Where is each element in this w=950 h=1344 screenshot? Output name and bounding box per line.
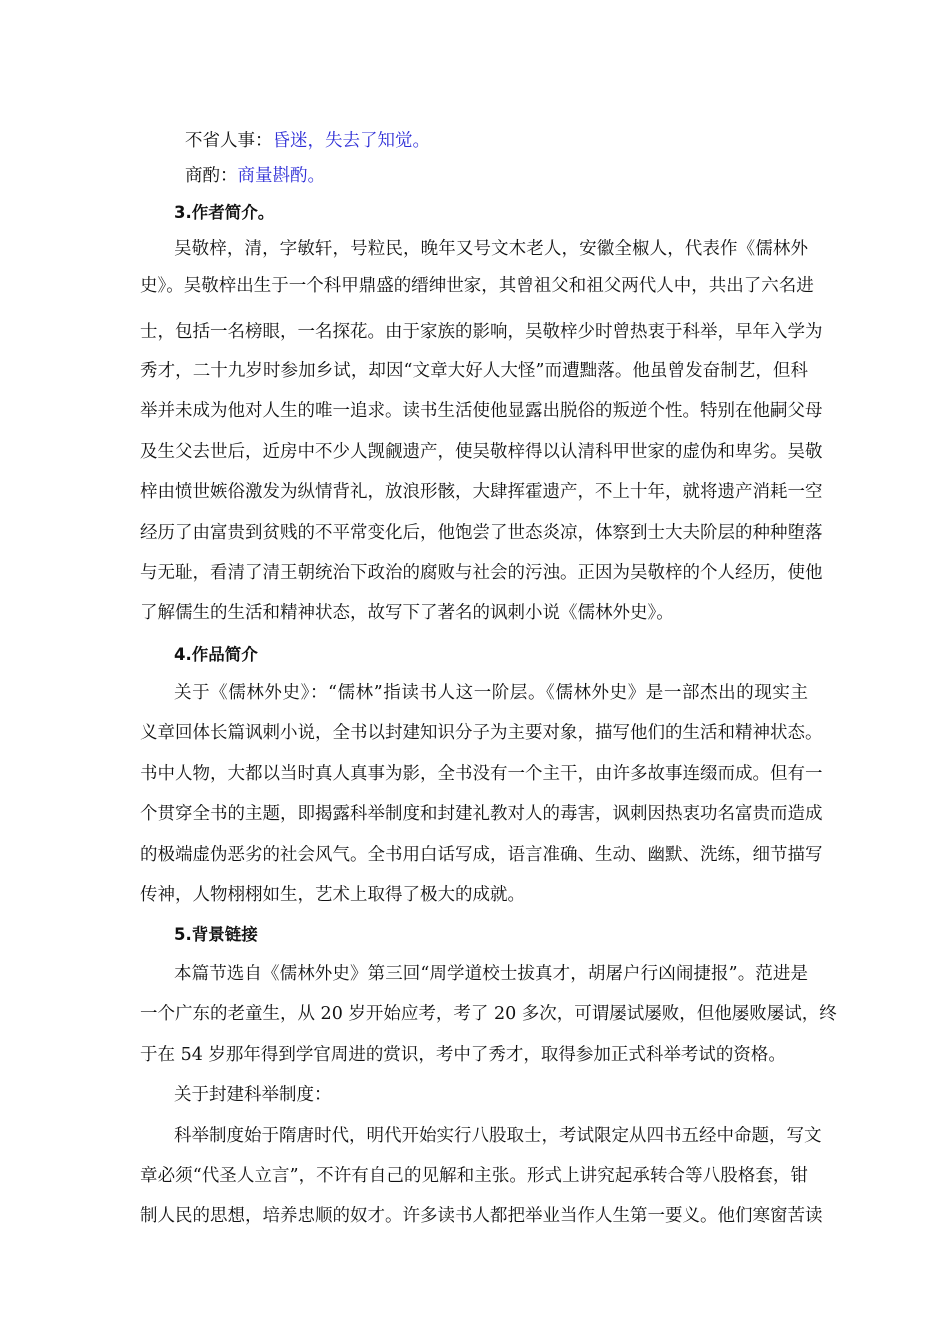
paragraph-line: 关于《儒林外史》：“儒林”指读书人这一阶层。《儒林外史》是一部杰出的现实主 (174, 683, 808, 703)
paragraph-line: 章必须“代圣人立言”，不许有自己的见解和主张。形式上讲究起承转合等八股格套，钳 (140, 1166, 808, 1186)
paragraph-line: 士，包括一名榜眼，一名探花。由于家族的影响，吴敬梓少时曾热衷于科举，早年入学为 (140, 322, 823, 342)
paragraph-line: 的极端虚伪恶劣的社会风气。全书用白话写成，语言准确、生动、幽默、洗练，细节描写 (140, 845, 823, 865)
paragraph-line: 吴敬梓，清，字敏轩，号粒民，晚年又号文木老人，安徽全椒人，代表作《儒林外 (174, 239, 808, 259)
paragraph-line: 传神，人物栩栩如生，艺术上取得了极大的成就。 (140, 885, 525, 905)
paragraph-line: 及生父去世后，近房中不少人觊觎遗产，使吴敬梓得以认清科甲世家的虚伪和卑劣。吴敬 (140, 442, 823, 462)
paragraph-line: 制人民的思想，培养忠顺的奴才。许多读书人都把举业当作人生第一要义。他们寒窗苦读 (140, 1206, 823, 1226)
paragraph-line: 书中人物，大都以当时真人真事为影，全书没有一个主干，由许多故事连缀而成。但有一 (140, 764, 823, 784)
term-entry (185, 127, 430, 152)
paragraph-line: 于在 54 岁那年得到学官周进的赏识，考中了秀才，取得参加正式科举考试的资格。 (140, 1045, 786, 1065)
paragraph-line: 梓由愤世嫉俗激发为纵情背礼，放浪形骸，大肆挥霍遗产，不上十年，就将遗产消耗一空 (140, 482, 823, 502)
section-heading-work: 4.作品简介 (174, 645, 258, 664)
term-definition: 商量斟酌。 (237, 166, 325, 186)
paragraph-line: 一个广东的老童生，从 20 岁开始应考，考了 20 多次，可谓屡试屡败，但他屡败屡试，终 (140, 1004, 837, 1024)
term-label: 商酌： (185, 166, 238, 186)
term-definition: 昏迷，失去了知觉。 (272, 131, 430, 151)
paragraph-line: 个贯穿全书的主题，即揭露科举制度和封建礼教对人的毒害，讽刺因热衷功名富贵而造成 (140, 804, 823, 824)
section-heading-author: 3.作者简介。 (174, 203, 275, 222)
paragraph-line: 经历了由富贵到贫贱的不平常变化后，他饱尝了世态炎凉，体察到士大夫阶层的种种堕落 (140, 523, 823, 543)
term-label: 不省人事： (185, 131, 273, 151)
paragraph-line: 秀才，二十九岁时参加乡试，却因“文章大好人大怪”而遭黜落。他虽曾发奋制艺，但科 (140, 361, 808, 381)
paragraph-line: 举并未成为他对人生的唯一追求。读书生活使他显露出脱俗的叛逆个性。特别在他嗣父母 (140, 401, 823, 421)
paragraph-line: 与无耻，看清了清王朝统治下政治的腐败与社会的污浊。正因为吴敬梓的个人经历，使他 (140, 563, 823, 583)
section-heading-background: 5.背景链接 (174, 925, 258, 944)
paragraph-line: 义章回体长篇讽刺小说，全书以封建知识分子为主要对象，描写他们的生活和精神状态。 (140, 723, 823, 743)
term-entry (185, 162, 325, 187)
paragraph-line: 史》。吴敬梓出生于一个科甲鼎盛的缙绅世家，其曾祖父和祖父两代人中，共出了六名进 (140, 276, 814, 296)
paragraph-line: 科举制度始于隋唐时代，明代开始实行八股取士，考试限定从四书五经中命题，写文 (174, 1126, 822, 1146)
paragraph-line: 了解儒生的生活和精神状态，故写下了著名的讽刺小说《儒林外史》。 (140, 603, 674, 623)
subheading-keju: 关于封建科举制度： (174, 1085, 332, 1105)
paragraph-line: 本篇节选自《儒林外史》第三回“周学道校士拔真才，胡屠户行凶闹捷报”。范进是 (174, 964, 808, 984)
